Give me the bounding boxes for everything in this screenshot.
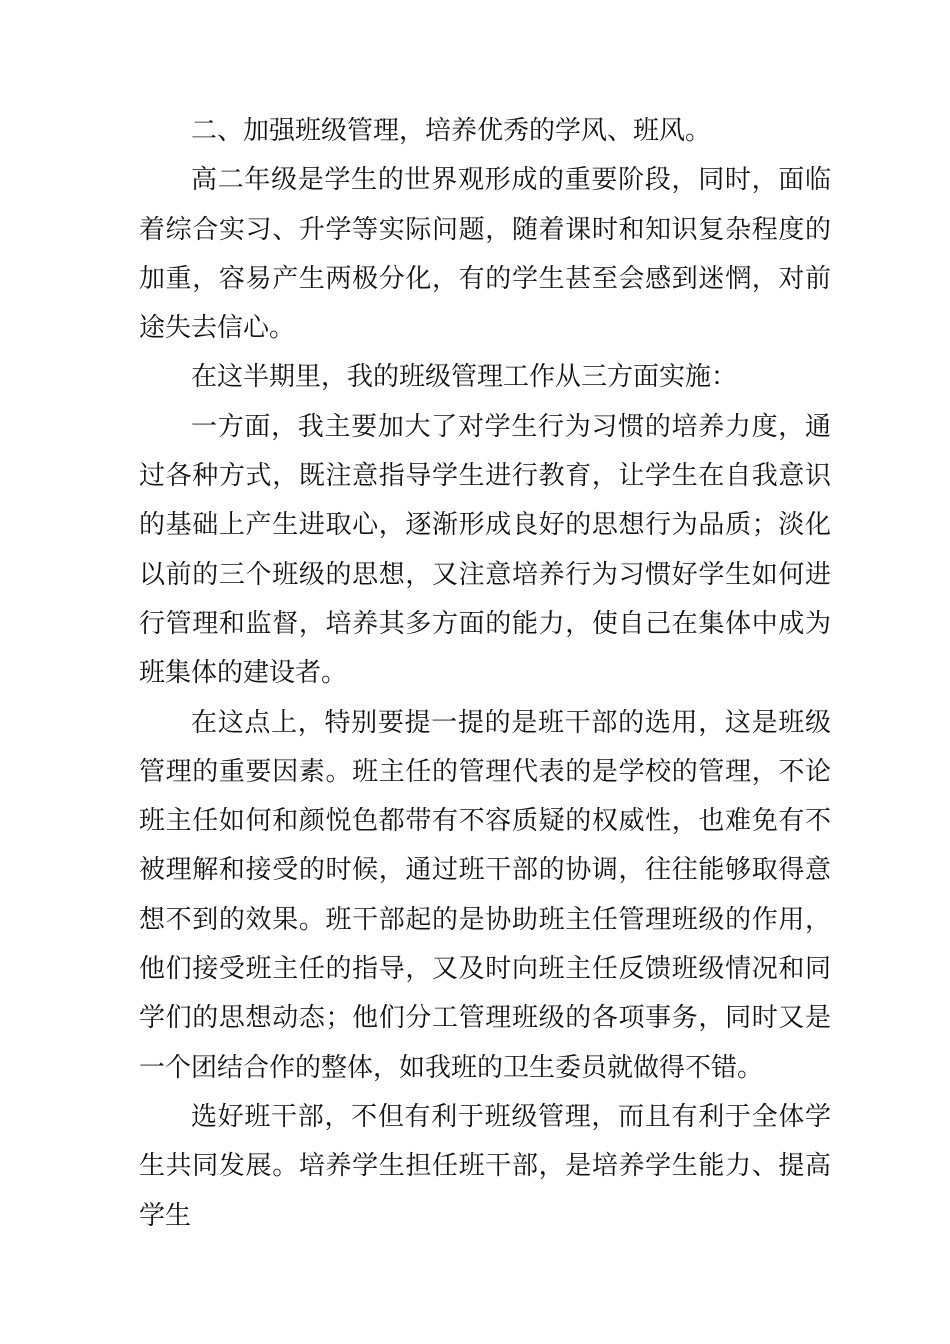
section-heading: 二、加强班级管理，培养优秀的学风、班风。 (191, 116, 712, 146)
paragraph: 一方面，我主要加大了对学生行为习惯的培养力度，通过各种方式，既注意指导学生进行教育，让学生在自我意识的基础上产生进取心，逐渐形成良好的思想行为品质；淡化以前的三个班级的思想，又注意培养行为习惯好学生如何进行管理和监督，培养其多方面的能力，使自己在集体中成为班集体的建设者。 (139, 411, 831, 689)
document-body (139, 107, 831, 1241)
paragraph: 在这点上，特别要提一提的是班干部的选用，这是班级管理的重要因素。班主任的管理代表的是学校的管理，不论班主任如何和颜悦色都带有不容质疑的权威性，也难免有不被理解和接受的时候，通过班干部的协调，往往能够取得意想不到的效果。班干部起的是协助班主任管理班级的作用，他们接受班主任的指导，又及时向班主任反馈班级情况和同学们的思想动态；他们分工管理班级的各项事务，同时又是一个团结合作的整体，如我班的卫生委员就做得不错。 (139, 707, 831, 1083)
paragraph: 选好班干部，不但有利于班级管理，而且有利于全体学生共同发展。培养学生担任班干部，是培养学生能力、提高学生 (139, 1101, 831, 1231)
paragraph: 高二年级是学生的世界观形成的重要阶段，同时，面临着综合实习、升学等实际问题，随着课时和知识复杂程度的加重，容易产生两极分化，有的学生甚至会感到迷惘，对前途失去信心。 (139, 165, 831, 344)
paragraph: 在这半期里，我的班级管理工作从三方面实施： (191, 362, 738, 393)
